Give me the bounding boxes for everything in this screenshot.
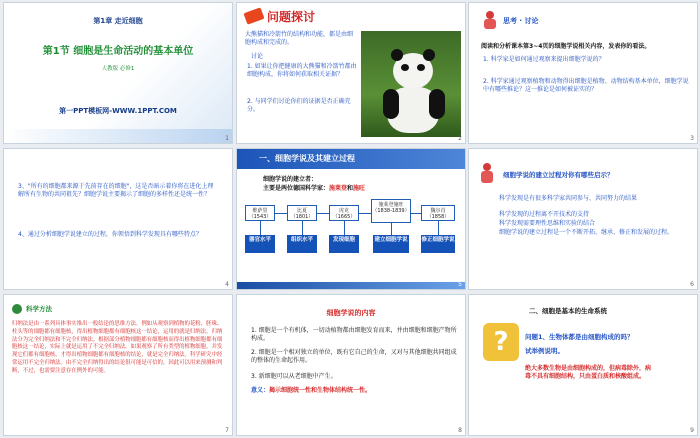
question-4: 4、通过分析细胞学说建立的过程，你领悟到科学发现具有哪些特点？: [18, 231, 202, 238]
question-3: 3、"所有的细胞都来源于先前存在的细胞"，这是否暗示着你将在进化上理解所有生物的共同祖先？细胞学说主要揭示了细胞的多样性还是统一性？: [18, 183, 214, 199]
slide-thumbnail-3[interactable]: [468, 2, 698, 144]
slide-heading: 细胞学说的内容: [326, 309, 376, 317]
chapter-label: 第1章 走近细胞: [93, 17, 143, 25]
insight-4: 细胞学说的建立过程是一个不断开拓、继承、修正和发展的过程。: [499, 229, 674, 236]
slide-number: 6: [690, 281, 694, 288]
milestone-box: 发现细胞: [329, 235, 359, 253]
milestone-box: 建立细胞学说: [373, 235, 409, 253]
thinking-figure-icon: [479, 163, 495, 183]
timeline-arrow: [411, 213, 421, 214]
slide-title: 第1节 细胞是生命活动的基本单位: [42, 46, 194, 57]
slide-number: 1: [225, 135, 229, 142]
meaning-line: [251, 387, 457, 395]
timeline-box: 施莱登施旺（1838-1839）: [371, 199, 411, 223]
question-1: 1. 如果让你把健康的大熊猫和冷箭竹都由细胞构成，你将如何获取相关证据？: [247, 63, 357, 79]
milestone-box: 修正细胞学说: [421, 235, 455, 253]
content-2: 2. 细胞是一个相对独立的单位，既有它自己的生命，又对与其他细胞共同组成的整体的生命起作用。: [251, 349, 457, 365]
founder-name: 施旺: [353, 185, 366, 192]
slide-heading: 科学方法: [26, 305, 52, 313]
slide-thumbnail-4[interactable]: [3, 148, 233, 290]
timeline-connector: [302, 221, 303, 235]
slide-number: 5: [458, 281, 462, 288]
slide-heading: 一、细胞学说及其建立过程: [259, 154, 355, 163]
founder-name: 施莱登: [329, 185, 348, 192]
question-1: 1. 科学家是如何通过观察来提出细胞学说的？: [483, 56, 605, 63]
meaning-text: 揭示细胞统一性和生物体结构统一性。: [269, 387, 372, 394]
question-1b: 试举例说明。: [525, 347, 564, 355]
timeline-arrow: [275, 213, 287, 214]
footer-bar: [237, 282, 465, 289]
question-2: 2. 与同学们讨论你们的证据是否正确充分。: [247, 98, 351, 114]
intro-text: 阅读和分析课本第3~4页的细胞学说相关内容，发表你的看法。: [481, 43, 651, 50]
founders-and: 和: [347, 185, 354, 192]
slide-heading: 思考 · 讨论: [503, 17, 539, 25]
timeline-box: 维萨里（1543）: [245, 205, 275, 221]
slide-heading: 问题探讨: [267, 10, 316, 24]
question-2: 2. 科学家通过观察植物和动物得出细胞是植物、动物结构基本单位，细胞学说中有哪些推论？这一推论是如何被证实的？: [483, 78, 689, 94]
founders-line: [263, 185, 365, 193]
slide-number: 4: [225, 281, 229, 288]
timeline-box: 魏尔肖（1858）: [421, 205, 455, 221]
content-1: 1. 细胞是一个有机体，一切动植物都由细胞发育而来，并由细胞和细胞产物所构成。: [251, 327, 457, 343]
panda-photo: [361, 31, 461, 137]
slide-number: 7: [225, 427, 229, 434]
edition-meta: 人教版 必修1: [101, 66, 135, 72]
slide-thumbnail-2[interactable]: [236, 2, 466, 144]
footer-wave: [4, 129, 232, 143]
timeline-connector: [344, 221, 345, 235]
insight-1: 科学发现是有很多科学家共同参与、共同努力的结果: [499, 195, 638, 202]
founders-prefix: 主要是两位德国科学家：: [263, 185, 330, 192]
flag-icon: [243, 7, 264, 24]
meaning-label: 意义：: [251, 387, 270, 394]
timeline-connector: [260, 221, 261, 235]
discuss-label: 讨论: [251, 53, 264, 60]
timeline-connector: [391, 223, 392, 235]
answer-text: 绝大多数生物是由细胞构成的，但病毒除外，病毒不具有细胞结构，只由蛋白质和核酸组成。: [525, 365, 652, 381]
intro-text: 大熊猫和冷箭竹的结构和功能，都是由细胞构成和完成的。: [245, 31, 354, 47]
slide-number: 3: [690, 135, 694, 142]
slide-thumbnail-9[interactable]: [468, 294, 698, 436]
timeline-arrow: [359, 213, 371, 214]
thinking-figure-icon: [483, 11, 497, 29]
slide-number: 8: [458, 427, 462, 434]
brand-text: 第一PPT模板网-WWW.1PPT.COM: [59, 107, 177, 115]
question-1: 问题1、生物体都是由细胞构成的吗？: [525, 333, 634, 341]
timeline-box: 虎克（1665）: [329, 205, 359, 221]
slide-heading: 细胞学说的建立过程对你有哪些启示？: [503, 171, 614, 179]
slide-thumbnail-1[interactable]: [3, 2, 233, 144]
content-3: 3. 新细胞可以从老细胞中产生。: [251, 373, 337, 380]
insight-2: 科学发现的过程离不开技术的支持: [499, 211, 590, 218]
insight-3: 科学发现需要理性思维和实验的结合: [499, 220, 596, 227]
question-mark-icon: ?: [483, 323, 519, 361]
slide-thumbnail-6[interactable]: [468, 148, 698, 290]
slide-number: 2: [458, 135, 462, 142]
slide-heading: 二、细胞是基本的生命系统: [529, 307, 607, 315]
timeline-arrow: [317, 213, 329, 214]
method-body: 归纳法是由一系列具体事实推出一般结论的思维方法。例如从观察到植物的花粉、胚珠、柱头等的细胞都有细胞核，得出植物细胞都有细胞核这一结论，运用的就是归纳法。归纳法分为完全归纳法和不完全归纳法。根据部分植物细胞都有细胞核而得出植物细胞都有细胞核这一结论，实际上就是运用了不完全归纳法。如果观察了所有类型的植物细胞，并发现它们都有细胞核，才得出植物细胞都有细胞核的结论，就是完全归纳法。科学研究中经常运用不完全归纳法。由不完全归纳得出的结论很可能是可信的，因此可以用来预测和判断，不过，也需要注意存在例外的可能。: [12, 321, 223, 374]
timeline-box: 比夏（1801）: [287, 205, 317, 221]
slide-number: 9: [690, 427, 694, 434]
timeline-connector: [438, 221, 439, 235]
slide-thumbnail-8[interactable]: [236, 294, 466, 436]
science-method-icon: [12, 304, 22, 314]
milestone-box: 组织水平: [287, 235, 317, 253]
milestone-box: 器官水平: [245, 235, 275, 253]
slide-thumbnail-7[interactable]: [3, 294, 233, 436]
slide-thumbnail-5[interactable]: [236, 148, 466, 290]
subheading: 细胞学说的建立者：: [263, 176, 318, 183]
